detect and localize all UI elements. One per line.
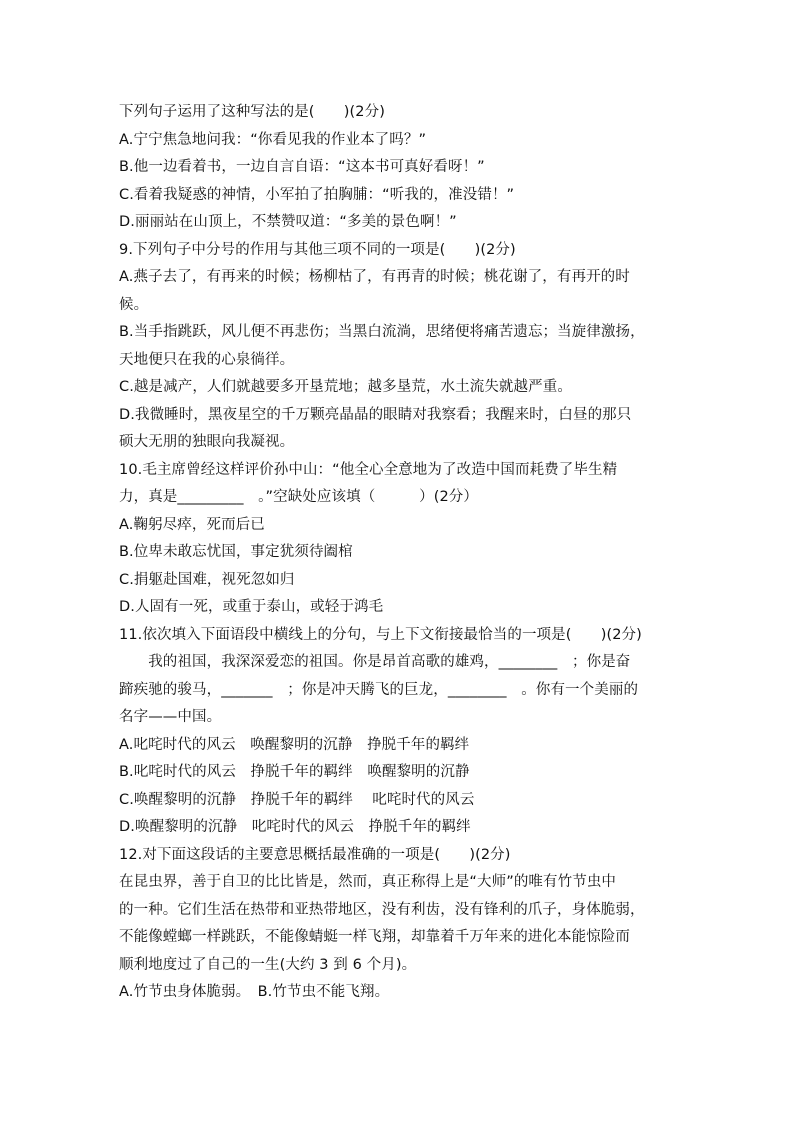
q9-option-c: C.越是减产，人们就越要多开垦荒地；越多垦荒，水土流失就越严重。 — [119, 379, 572, 395]
option-b: B.他一边看着书，一边自言自语：“这本书可真好看呀！” — [119, 159, 485, 175]
q12-passage-line3: 不能像螳螂一样跳跃，不能像蜻蜓一样飞翔，却靠着千万年来的进化本能惊险而 — [119, 929, 630, 945]
q11-option-b: B.叱咤时代的风云 挣脱千年的羁绊 唤醒黎明的沉静 — [119, 764, 470, 780]
q10-option-b: B.位卑未敢忘忧国，事定犹须待阖棺 — [119, 544, 353, 560]
exam-page — [119, 99, 679, 1007]
question-9: 9.下列句子中分号的作用与其他三项不同的一项是( )(2分) — [119, 241, 516, 258]
question-stem: 下列句子运用了这种写法的是( )(2分) — [119, 104, 385, 120]
q9-option-d-line2: 硕大无朋的独眼向我凝视。 — [119, 434, 295, 450]
q10-option-c: C.捐躯赴国难，视死忽如归 — [119, 571, 295, 588]
q11-option-a: A.叱咤时代的风云 唤醒黎明的沉静 挣脱千年的羁绊 — [119, 736, 470, 753]
option-a: A.宁宁焦急地问我：“你看见我的作业本了吗？” — [119, 131, 427, 148]
q9-option-b-line2: 天地便只在我的心泉徜徉。 — [119, 351, 295, 368]
q11-passage-line3: 名字——中国。 — [119, 709, 222, 725]
question-10-line2: 力，真是_________ 。”空缺处应该填（ ）(2分） — [119, 489, 478, 505]
q9-option-b-line1: B.当手指跳跃，风儿便不再悲伤；当黑白流淌，思绪便将痛苦遗忘；当旋律激扬， — [119, 324, 645, 340]
question-11: 11.依次填入下面语段中横线上的分句，与上下文衔接最恰当的一项是( )(2分) — [119, 626, 642, 643]
q9-option-a-line2: 候。 — [119, 296, 149, 313]
q12-passage-line4: 顺利地度过了自己的一生(大约 3 到 6 个月)。 — [119, 956, 417, 973]
option-d: D.丽丽站在山顶上，不禁赞叹道：“多美的景色啊！” — [119, 214, 457, 230]
q9-option-d-line1: D.我微睡时，黑夜星空的千万颗亮晶晶的眼睛对我察看；我醒来时，白昼的那只 — [119, 406, 632, 423]
question-10-line1: 10.毛主席曾经这样评价孙中山：“他全心全意地为了改造中国而耗费了毕生精 — [119, 461, 618, 478]
q12-options-ab: A.竹节虫身体脆弱。 B.竹节虫不能飞翔。 — [119, 984, 390, 1000]
q11-passage-line2: 蹄疾驰的骏马，_______ ；你是冲天腾飞的巨龙，________ 。你有一个美丽的 — [119, 681, 639, 698]
q9-option-a-line1: A.燕子去了，有再来的时候；杨柳枯了，有再青的时候；桃花谢了，有再开的时 — [119, 269, 630, 285]
question-12: 12.对下面这段话的主要意思概括最准确的一项是( )(2分) — [119, 846, 511, 863]
q11-option-d: D.唤醒黎明的沉静 叱咤时代的风云 挣脱千年的羁绊 — [119, 819, 471, 835]
q12-passage-line1: 在昆虫界，善于自卫的比比皆是，然而，真正称得上是“大师”的唯有竹节虫中 — [119, 874, 617, 890]
option-c: C.看着我疑惑的神情，小军拍了拍胸脯：“听我的，准没错！” — [119, 186, 515, 203]
q11-option-c: C.唤醒黎明的沉静 挣脱千年的羁绊 叱咤时代的风云 — [119, 791, 475, 808]
q10-option-d: D.人固有一死，或重于泰山，或轻于鸿毛 — [119, 599, 384, 615]
q12-passage-line2: 的一种。它们生活在热带和亚热带地区，没有利齿，没有锋利的爪子，身体脆弱， — [119, 901, 645, 918]
q11-passage-line1: 我的祖国，我深深爱恋的祖国。你是昂首高歌的雄鸡，________ ；你是奋 — [119, 654, 631, 670]
q10-option-a: A.鞠躬尽瘁，死而后已 — [119, 516, 265, 533]
